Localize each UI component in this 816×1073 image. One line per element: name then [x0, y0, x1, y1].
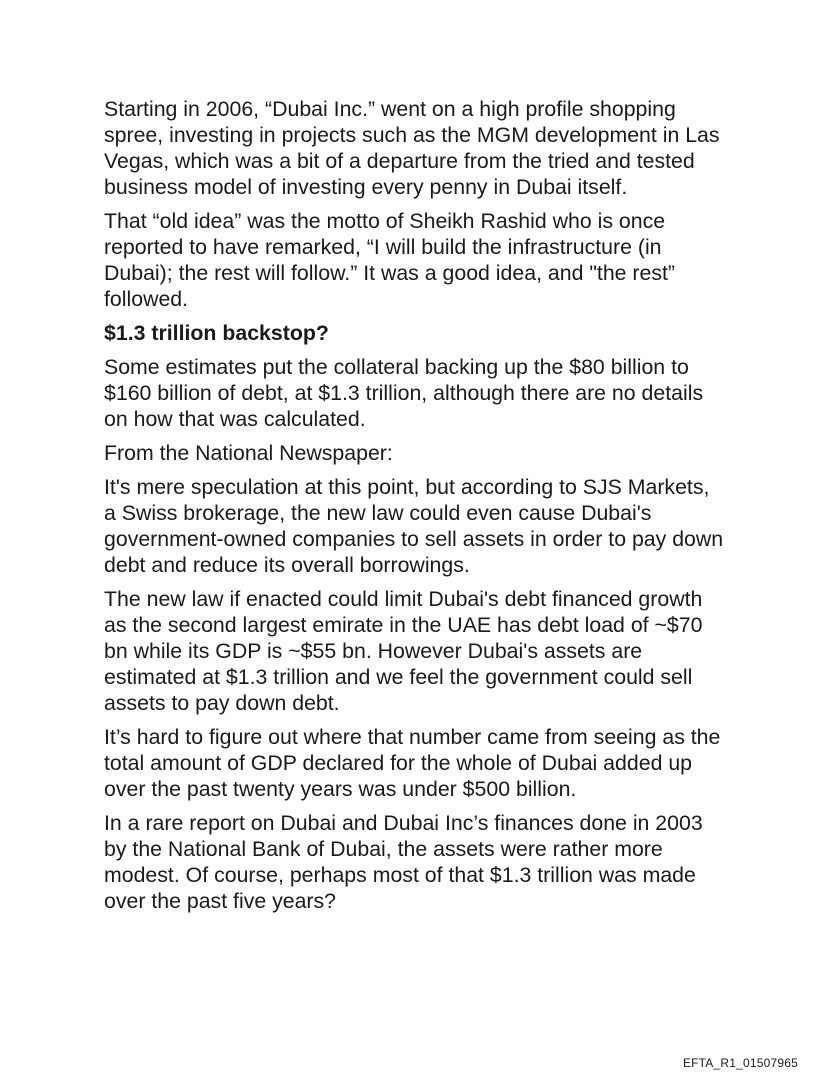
- paragraph: In a rare report on Dubai and Dubai Inc’s finances done in 2003 by the National Bank of Dubai, the assets were rather more modest. Of course, perhaps most of that $1.3 trillion was made over the past five years?: [104, 811, 703, 913]
- paragraph: Some estimates put the collateral backing up the $80 billion to $160 billion of debt, at $1.3 trillion, although there are no details on how that was calculated.: [104, 355, 704, 431]
- document-id: EFTA_R1_01507965: [682, 1056, 798, 1070]
- quote-paragraph: The new law if enacted could limit Dubai's debt financed growth as the second largest emirate in the UAE has debt load of ~$70 bn while its GDP is ~$55 bn. However Dubai's assets are estimated at $1.3 trillion and we feel the government could sell assets to pay down debt.: [104, 587, 703, 715]
- section-heading: $1.3 trillion backstop?: [104, 321, 329, 345]
- paragraph: Starting in 2006, “Dubai Inc.” went on a high profile shopping spree, investing in projects such as the MGM development in Las Vegas, which was a bit of a departure from the tried and tested business model of investing every penny in Dubai itself.: [104, 97, 720, 199]
- quote-paragraph: It's mere speculation at this point, but according to SJS Markets, a Swiss brokerage, the new law could even cause Dubai's government-owned companies to sell assets in order to pay down debt and reduce its overall borrowings.: [104, 475, 724, 577]
- paragraph: From the National Newspaper:: [104, 441, 393, 465]
- paragraph: It’s hard to figure out where that number came from seeing as the total amount of GDP declared for the whole of Dubai added up over the past twenty years was under $500 billion.: [104, 725, 721, 801]
- paragraph: That “old idea” was the motto of Sheikh Rashid who is once reported to have remarked, “I will build the infrastructure (in Dubai); the rest will follow.” It was a good idea, and "the rest” followed.: [104, 209, 676, 311]
- document-body: [104, 96, 724, 922]
